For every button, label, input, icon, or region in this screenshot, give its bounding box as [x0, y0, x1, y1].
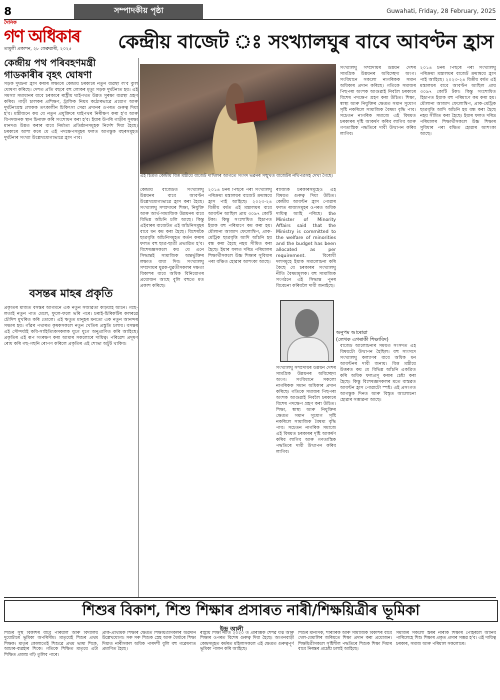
- masthead-subline: তামুলী প্ৰকাশন, ২৮ ফেব্ৰুৱাৰী, ২০২৫: [4, 47, 72, 52]
- column-divider: [138, 58, 139, 598]
- left-column: [4, 58, 138, 556]
- photo-caption: এই চিত্ৰত কেন্দ্ৰীয় বিত্ত মন্ত্ৰীয়ে বাজেট দাখিলৰ আগতে সংসদ ভৱনৰ সন্মুখত বাজেটৰ নথিপত্ৰসহ দেখা গৈছে।: [140, 174, 334, 179]
- bottom-column-5: সমাজৰ সকলো স্তৰৰ নাৰীক শিক্ষাৰ পোহৰলৈ আনিব পাৰিলেহে শিশু শিক্ষাৰ প্ৰকৃত প্ৰসাৰ সম্ভৱ হ'ব। এই দায়িত্ব চৰকাৰ, সমাজ আৰু পৰিয়াল সকলোৰে।: [396, 631, 496, 647]
- page-header: [4, 4, 496, 18]
- bottom-column-2: প্ৰাক-প্ৰাথমিক শিক্ষাৰ ক্ষেত্ৰত শিক্ষয়িত্ৰীসকলৰ অৱদান উল্লেখযোগ্য। সৰু সৰু শিশুক স্নেহ আৰু ধৈৰ্য্যৰে শিক্ষা দিয়াত নাৰীসকল অধিক পাৰদৰ্শী বুলি বহু গৱেষণাত প্ৰমাণিত হৈছে।: [102, 631, 196, 653]
- photo-budget-folder: [235, 100, 267, 124]
- bottom-headline: শিশুৰ বিকাশ, শিশু শিক্ষাৰ প্ৰসাৰত নাৰী/শিক্ষয়িত্ৰীৰ ভূমিকা: [4, 600, 498, 622]
- left-article-body: সড়ক দুৰ্ঘটনা হ্ৰাস কৰাৰ লক্ষ্যৰে কেন্দ্ৰীয় চৰকাৰে নতুন ব্যৱস্থা ল'ব বুলি ঘোষণা কৰিছে। দেশত প্ৰতি বছৰে বহু লোকৰ মৃত্যু সড়ক দুৰ্ঘটনাত হয়। এই সমস্যা সমাধানৰ বাবে চৰকাৰে ৰাষ্ট্ৰীয় ঘাইপথত উন্নত সুৰক্ষা ব্যৱস্থা গ্ৰহণ কৰিব। গাড়ী চালকৰ প্ৰশিক্ষণ, ট্ৰাফিক নিয়ম কঠোৰভাৱে প্ৰয়োগ আৰু দুৰ্ঘটনাগ্ৰস্ত লোকক তৎকালীন চিকিৎসা সেৱা প্ৰদানৰ ওপৰত গুৰুত্ব দিয়া হ'ব। মন্ত্ৰীজনে কয় যে নতুন প্ৰযুক্তিৰে ঘাইপথৰ নিৰীক্ষণ কৰা হ'ব আৰু বিপদজনক স্থান চিনাক্ত কৰি সংশোধন কৰা হ'ব। ইয়াৰ উপৰি গাড়ীৰ সুৰক্ষা মানদণ্ড উন্নত কৰাৰ বাবে নিৰ্মাতা প্ৰতিষ্ঠানসমূহক নিৰ্দেশ দিয়া হৈছে। চৰকাৰে আশা কৰে যে এই পদক্ষেপসমূহৰ ফলত আগন্তুক বছৰসমূহত দুৰ্ঘটনাৰ সংখ্যা উল্লেখযোগ্যভাৱে হ্ৰাস পাব।: [4, 82, 138, 141]
- masthead: [4, 20, 116, 54]
- left-headline-2: বসন্তৰ মাহৰ প্ৰকৃতি: [29, 287, 113, 300]
- dateline: Guwahati, Friday, 28 February, 2025: [386, 7, 496, 15]
- news-photo: [140, 64, 336, 174]
- article-column-3b: সংখ্যালঘু সম্প্ৰদায়ৰ উন্নয়ন দেশৰ সামগ্ৰিক উন্নয়নৰ অবিচ্ছেদ্য অংগ। সংবিধানে সকলো নাগৰিকক সমান অধিকাৰ প্ৰদান কৰিছে। গতিকে সমাজৰ পিছপৰা অংশক আগুৱাই নিবলৈ চৰকাৰে বিশেষ পদক্ষেপ গ্ৰহণ কৰা উচিত। শিক্ষা, স্বাস্থ্য আৰু নিযুক্তিৰ ক্ষেত্ৰত সমান সুযোগ সৃষ্টি নকৰিলে সামাজিক বৈষম্য বৃদ্ধি পাব। সচেতন নাগৰিক সমাজে এই বিষয়ত চৰকাৰৰ দৃষ্টি আকৰ্ষণ কৰিব লাগিব আৰু গণতান্ত্ৰিক পদ্ধতিৰে দাবী উত্থাপন কৰিব লাগিব।: [276, 366, 336, 455]
- main-headline: কেন্দ্ৰীয় বাজেট ঃ সংখ্যালঘুৰ বাবে আবণ্টন হ্ৰাস: [118, 31, 494, 53]
- columnist-name: অনুপম আৰোৱা: [336, 330, 368, 336]
- section-title: সম্পাদকীয় পৃষ্ঠা: [74, 4, 203, 19]
- bottom-column-3: ৰাষ্ট্ৰীয় শিক্ষা নীতি ২০২০ ত প্ৰাৰম্ভিক শৈশৱ যত্ন আৰু শিক্ষাৰ ওপৰত বিশেষ গুৰুত্ব দিয়া হৈছে। অংগনবাড়ী কেন্দ্ৰসমূহত কৰ্মৰত মহিলাসকলে এই ক্ষেত্ৰত গুৰুত্বপূৰ্ণ ভূমিকা পালন কৰি আহিছে।: [200, 631, 294, 653]
- left-article-body-2: প্ৰকৃতিৰ মাজত বসন্তৰ আগমনে এক নতুন সজীৱতা কঢ়িয়াই আনে। গছে-লতাই নতুন পাত মেলে, ফুলে-ফলে ভৰি পৰে। চৰাই-চিৰিকটিৰ কলৰৱে চৌদিশ মুখৰিত কৰি তোলে। এই ঋতুত মানুহৰ মনতো এক নতুন আনন্দৰ সঞ্চাৰ হয়। গাঁৱৰ পথাৰত কৃষকসকলে নতুন খেতিৰ প্ৰস্তুতি চলায়। বসন্তৰ এই সৌন্দৰ্য্যই কবি-সাহিত্যিকসকলক যুগে যুগে অনুপ্ৰাণিত কৰি আহিছে। প্ৰকৃতিৰ এই ৰূপ সংৰক্ষণ কৰা আমাৰ সকলোৰে দায়িত্ব। পৰিৱেশ প্ৰদূষণ ৰোধ কৰি গছ-গছনি ৰোপণ কৰিলে প্ৰকৃতিৰ এই শোভা অটুট থাকিব।: [4, 306, 138, 347]
- photo-person: [200, 74, 270, 174]
- article-column-2: ২০১৪ চনৰ পিছৰে পৰা সংখ্যালঘু পৰিক্ৰমা মন্ত্ৰালয়ৰ বাজেট ক্ৰমান্বয়ে হ্ৰাস পাই আহিছে। ২০২৩-২৪ বিত্তীয় বৰ্ষত এই মন্ত্ৰালয়ৰ বাবে আবণ্টন আছিল প্ৰায় ৩০৯৭ কোটি টকা। কিন্তু সংশোধিত হিচাপত ইয়াক বহু পৰিমাণে কম কৰা হয়। মৌলানা আজাদ ফেলোশ্বিপ, প্ৰাক-মেট্ৰিক ছাত্ৰবৃত্তি আদি আঁচনি হয় বন্ধ কৰা হৈছে নহয় সীমিত কৰা হৈছে। ইয়াৰ ফলত দৰিদ্ৰ পৰিয়ালৰ শিক্ষাৰ্থীসকলে উচ্চ শিক্ষাৰ সুবিধাৰ পৰা বঞ্চিত হোৱাৰ আশংকা আছে।: [208, 188, 272, 265]
- bottom-column-1: শিশুৰ সুস্থ বিকাশৰ বাবে পৰিয়াল আৰু বিদ্যালয় দুয়োটাৰে ভূমিকা অপৰিসীম। মাতৃয়েই শিশুৰ প্ৰথম শিক্ষক। মাতৃৰ কোলাতেই শিশুৱে প্ৰথম ভাষা শিকে, আচাৰ-ব্যৱহাৰ শিকে। গতিকে শিক্ষিত মাতৃয়ে এটা শিক্ষিত প্ৰজন্ম গঢ়ি তুলিব পাৰে।: [4, 631, 98, 658]
- article-column-1: কেন্দ্ৰীয় বাজেটত সংখ্যালঘু উন্নয়নৰ বাবে আবণ্টন উল্লেখযোগ্যভাৱে হ্ৰাস কৰা হৈছে। সংখ্যালঘু সম্প্ৰদায়ৰ শিক্ষা, নিযুক্তি আৰু আৰ্থ-সামাজিক উন্নয়নৰ বাবে বিভিন্ন আঁচনি চলি আছে। কিন্তু এইবাৰৰ বাজেটত এই আঁচনিসমূহৰ বাবে ধন কম কৰা হৈছে। বিশেষকৈ ছাত্ৰবৃত্তি আঁচনিসমূহত কৰ্তন কৰাৰ ফলত বহু ছাত্ৰ-ছাত্ৰী প্ৰভাৱিত হ'ব। বিশেষজ্ঞসকলে কয় যে এনে সিদ্ধান্তই সামাজিক অন্তৰ্ভুক্তিৰ লক্ষ্যত বাধা দিব। সংখ্যালঘু সম্প্ৰদায়ৰ যুৱক-যুৱতীসকলৰ দক্ষতা বিকাশৰ বাবে অধিক বিনিয়োগৰ প্ৰয়োজন আছে বুলি বহুতে মত প্ৰকাশ কৰিছে।: [140, 188, 204, 289]
- columnist-credit: [336, 330, 398, 344]
- article-column-4: সংখ্যালঘু সম্প্ৰদায়ৰ উন্নয়ন দেশৰ সামগ্ৰিক উন্নয়নৰ অবিচ্ছেদ্য অংগ। সংবিধানে সকলো নাগৰিকক সমান অধিকাৰ প্ৰদান কৰিছে। গতিকে সমাজৰ পিছপৰা অংশক আগুৱাই নিবলৈ চৰকাৰে বিশেষ পদক্ষেপ গ্ৰহণ কৰা উচিত। শিক্ষা, স্বাস্থ্য আৰু নিযুক্তিৰ ক্ষেত্ৰত সমান সুযোগ সৃষ্টি নকৰিলে সামাজিক বৈষম্য বৃদ্ধি পাব। সচেতন নাগৰিক সমাজে এই বিষয়ত চৰকাৰৰ দৃষ্টি আকৰ্ষণ কৰিব লাগিব আৰু গণতান্ত্ৰিক পদ্ধতিৰে দাবী উত্থাপন কৰিব লাগিব।: [340, 66, 416, 137]
- newspaper-logo: গণ অধিকাৰ: [4, 27, 80, 47]
- article-column-5: ২০১৪ চনৰ পিছৰে পৰা সংখ্যালঘু পৰিক্ৰমা মন্ত্ৰালয়ৰ বাজেট ক্ৰমান্বয়ে হ্ৰাস পাই আহিছে। ২০২৩-২৪ বিত্তীয় বৰ্ষত এই মন্ত্ৰালয়ৰ বাবে আবণ্টন আছিল প্ৰায় ৩০৯৭ কোটি টকা। কিন্তু সংশোধিত হিচাপত ইয়াক বহু পৰিমাণে কম কৰা হয়। মৌলানা আজাদ ফেলোশ্বিপ, প্ৰাক-মেট্ৰিক ছাত্ৰবৃত্তি আদি আঁচনি হয় বন্ধ কৰা হৈছে নহয় সীমিত কৰা হৈছে। ইয়াৰ ফলত দৰিদ্ৰ পৰিয়ালৰ শিক্ষাৰ্থীসকলে উচ্চ শিক্ষাৰ সুবিধাৰ পৰা বঞ্চিত হোৱাৰ আশংকা আছে।: [420, 66, 496, 137]
- page-number: 8: [4, 4, 12, 18]
- article-column-4b: বাজেট আলোচনাৰ সময়ত সংসদত এই বিষয়টো উত্থাপন হৈছিল। বহু সাংসদে সংখ্যালঘু কল্যাণৰ বাবে অধিক ধন আবণ্টনৰ দাবী জনায়। বিত্ত মন্ত্ৰীয়ে উত্তৰত কয় যে বিভিন্ন আঁচনি একত্ৰিত কৰি অধিক ফলপ্ৰসূ কৰাৰ চেষ্টা কৰা হৈছে। কিন্তু বিশেষজ্ঞসকলৰ মতে বাস্তৱত আবণ্টন হ্ৰাস পোৱাটো স্পষ্ট। এই প্ৰসংগত আগন্তুক দিনত আৰু বিস্তৃত আলোচনা হোৱাৰ সম্ভাৱনা আছে।: [340, 344, 416, 403]
- masthead-tagline: দৈনিক: [4, 20, 17, 26]
- bottom-byline: ইন্দ্ৰ আলী: [220, 626, 244, 633]
- bottom-column-4: শিশুৰ মানসিক, শাৰীৰিক আৰু সামাজিক বিকাশৰ বাবে খেল-ধেমালিৰ জৰিয়তে শিক্ষা প্ৰদান কৰা প্ৰয়োজন। শিক্ষয়িত্ৰীসকলে সৃষ্টিশীল পদ্ধতিৰে শিশুক শিক্ষা দিয়াৰ বাবে নিৰন্তৰ প্ৰচেষ্টা চলাই আহিছে।: [298, 631, 392, 653]
- columnist-head: [295, 309, 319, 337]
- columnist-role: (লেখক এগৰাকী শিক্ষাবিদ): [336, 337, 389, 343]
- left-headline: কেন্দ্ৰীয় পথ পৰিবহণমন্ত্ৰী গাডকাৰীৰ বৃহৎ ঘোষণা: [4, 58, 96, 81]
- columnist-photo: [280, 300, 334, 362]
- bottom-rule: [4, 597, 496, 598]
- article-column-3: ৰাজ্যিক চৰকাৰসমূহেও এই বিষয়ত গুৰুত্ব দিয়া উচিত। কেন্দ্ৰীয় আবণ্টন হ্ৰাস পোৱাৰ ফলত ৰাজ্যসমূহৰ ওপৰত অধিক দায়িত্ব আহি পৰিছে। the Minister of Minority Affairs said that the Ministry is committed to the welfare of minorities and the budget has been allocated as per requirement. বিৰোধী দলসমূহে ইয়াক সমালোচনা কৰি কৈছে যে চৰকাৰৰ সংখ্যালঘু নীতি বৈষম্যমূলক। বহু সামাজিক সংগঠনে এই সিদ্ধান্ত পুনৰ বিবেচনা কৰিবলৈ দাবী জনাইছে।: [276, 188, 336, 289]
- columnist-body: [287, 337, 329, 362]
